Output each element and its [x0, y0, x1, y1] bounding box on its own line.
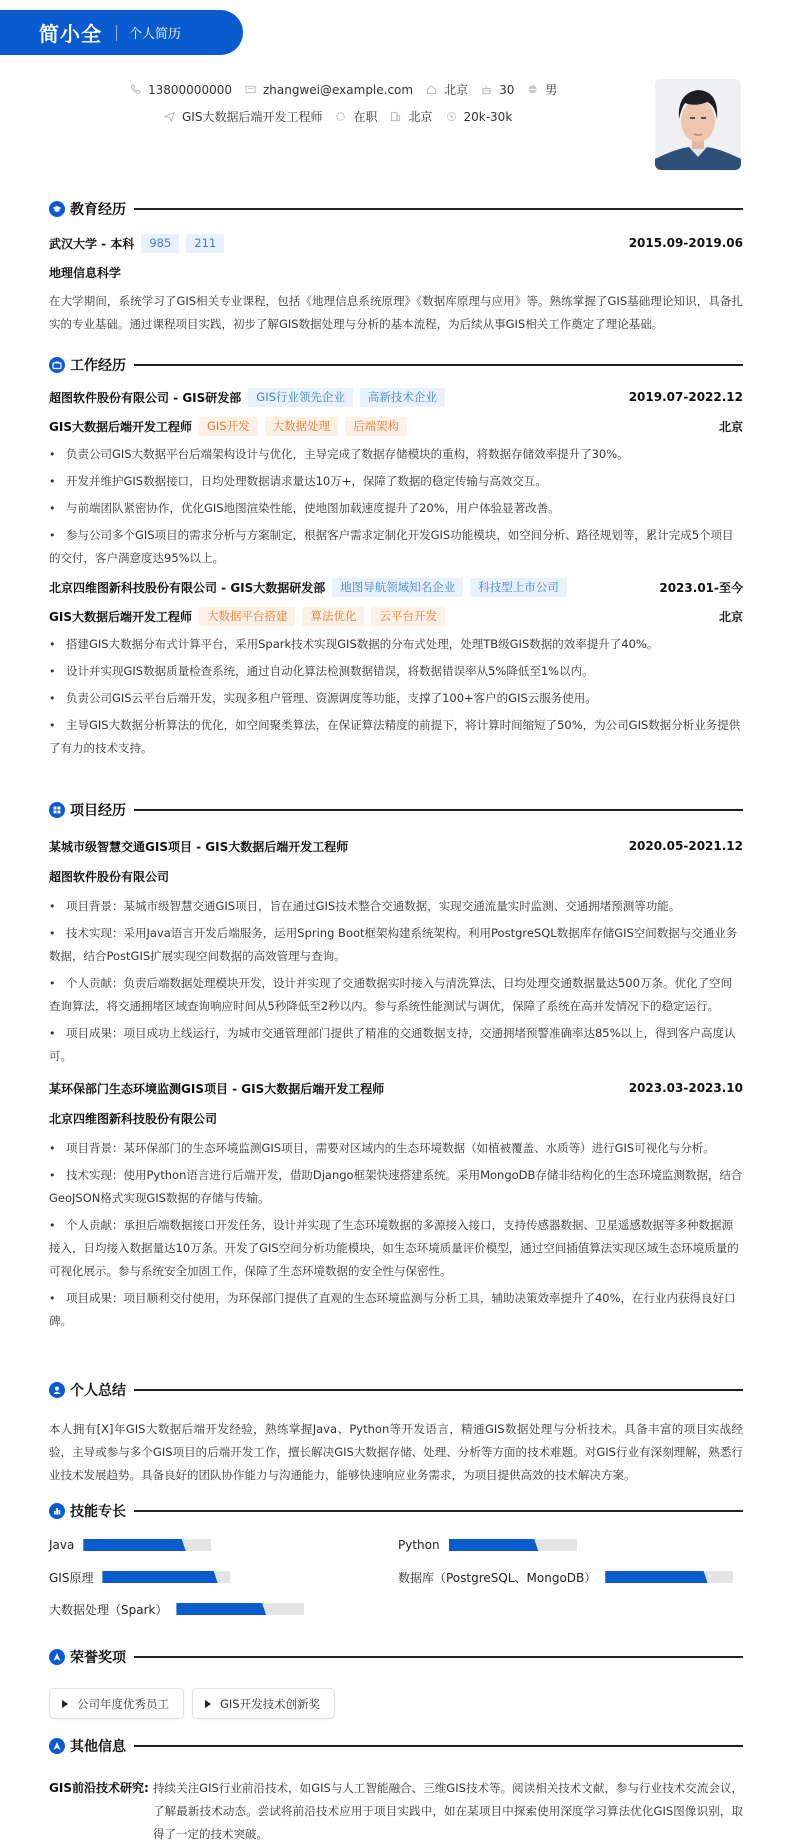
cake-icon: [481, 84, 492, 95]
section-divider: [134, 1656, 743, 1658]
resume-title-bar: [0, 10, 243, 55]
section-title: 项目经历: [70, 803, 126, 819]
summary-text: 本人拥有[X]年GIS大数据后端开发经验，熟练掌握Java、Python等开发语言，精通GIS数据处理与分析技术。具备丰富的项目实战经验，主导或参与多个GIS项目的后端开发工作，擅长解决GIS大数据存储、处理、分析等方面的技术难题。对GIS行业有深刻理解，熟悉行业技术发展趋势。具备良好的团队协作能力与沟通能力，能够快速响应业务需求，为项目提供高效的技术解决方案。: [49, 1422, 743, 1482]
position-tag: 大数据平台搭建: [199, 607, 296, 626]
position-row: [49, 606, 743, 626]
phone-value: 13800000000: [148, 82, 232, 97]
gender-value: 男: [545, 83, 558, 97]
project-row: [49, 1078, 743, 1098]
work-city-value: 北京: [408, 110, 433, 124]
skill-bar: [605, 1571, 733, 1583]
education-date: 2015.09-2019.06: [628, 236, 743, 250]
work-item: [49, 577, 743, 760]
summary-section: [49, 1379, 743, 1487]
section-divider: [134, 364, 743, 366]
mail-icon: [245, 84, 256, 95]
salary-icon: [446, 111, 457, 122]
skill-gis: GIS原理: [49, 1568, 398, 1586]
honor-item: 公司年度优秀员工: [49, 1688, 184, 1719]
project-company: 北京四维图新科技股份有限公司: [49, 1111, 218, 1126]
bar-chart-icon: [49, 1503, 65, 1519]
city-value: 北京: [444, 83, 469, 97]
section-divider: [134, 1745, 743, 1747]
school-tag: 985: [141, 234, 179, 253]
project-bullets: [49, 895, 743, 1068]
other-label: GIS前沿技术研究:: [49, 1781, 149, 1795]
graduation-cap-icon: [49, 201, 65, 217]
other-section: [49, 1735, 743, 1846]
major-name: 地理信息科学: [49, 265, 122, 280]
work-section: [49, 354, 743, 764]
position-tag: GIS开发: [199, 417, 258, 436]
section-title: 个人总结: [70, 1383, 126, 1399]
projects-section: [49, 799, 743, 1337]
project-item: [49, 836, 743, 1068]
skill-database: 数据库（PostgreSQL、MongoDB）: [398, 1568, 743, 1586]
section-title: 技能专长: [70, 1504, 126, 1520]
title-divider: [116, 25, 117, 41]
bullet-item: •搭建GIS大数据分布式计算平台，采用Spark技术实现GIS数据的分布式处理，处理TB级GIS数据的效率提升了40%。: [49, 633, 743, 656]
building-icon: [390, 111, 401, 122]
bullet-item: •主导GIS大数据分析算法的优化，如空间聚类算法，在保证算法精度的前提下，将计算时间缩短了50%，为公司GIS数据分析业务提供了有力的技术支持。: [49, 714, 743, 760]
work-location: 北京: [718, 419, 743, 434]
triangle-icon: [62, 1700, 68, 1708]
position-row: [49, 416, 743, 436]
education-row: [49, 233, 743, 253]
contact-email: [245, 83, 413, 97]
section-title: 教育经历: [70, 202, 126, 218]
section-title: 工作经历: [70, 358, 126, 374]
bullet-item: •负责公司GIS云平台后端开发，实现多租户管理、资源调度等功能，支撑了100+客户的GIS云服务使用。: [49, 687, 743, 710]
gender-icon: [527, 84, 538, 95]
briefcase-icon: [49, 357, 65, 373]
skill-bar: [83, 1539, 211, 1551]
skills-header: [49, 1500, 743, 1522]
education-header: [49, 198, 743, 220]
contact-age: [481, 83, 514, 97]
company-name: 北京四维图新科技股份有限公司 - GIS大数据研发部: [49, 580, 326, 595]
section-divider: [134, 1389, 743, 1391]
age-value: 30: [499, 82, 515, 97]
company-tag: 地图导航领域知名企业: [332, 578, 463, 597]
email-value: zhangwei@example.com: [262, 82, 414, 97]
position-name: GIS大数据后端开发工程师: [49, 419, 192, 434]
work-bullets: [49, 443, 743, 570]
project-item: [49, 1078, 743, 1333]
skill-spark: 大数据处理（Spark）: [49, 1600, 398, 1618]
section-divider: [134, 208, 743, 210]
work-location: 北京: [718, 609, 743, 624]
section-title: 其他信息: [70, 1739, 126, 1755]
grid-icon: [49, 802, 65, 818]
skill-bar: [449, 1539, 577, 1551]
work-date: 2019.07-2022.12: [628, 390, 743, 404]
skill-python: Python: [398, 1536, 743, 1554]
skills-section: [49, 1500, 743, 1618]
bullet-item: •项目成果：项目顺利交付使用，为环保部门提供了直观的生态环境监测与分析工具，辅助决策效率提升了40%，在行业内获得良好口碑。: [49, 1287, 743, 1333]
honors-section: [49, 1646, 743, 1719]
bullet-item: •技术实现：使用Python语言进行后端开发，借助Django框架快速搭建系统。采用MongoDB存储非结构化的生态环境监测数据，结合GeoJSON格式实现GIS数据的存储与传输。: [49, 1164, 743, 1210]
contact-status: [335, 108, 377, 125]
bullet-item: •技术实现：采用Java语言开发后端服务，运用Spring Boot框架构建系统架构。利用PostgreSQL数据库存储GIS空间数据与交通业务数据，结合PostGIS扩展实现空间数据的高效管理与查询。: [49, 922, 743, 968]
project-date: 2023.03-2023.10: [628, 1081, 743, 1095]
contact-row-2: [164, 108, 525, 125]
phone-icon: [130, 84, 141, 95]
major-row: [49, 262, 743, 282]
position-tag: 算法优化: [302, 607, 364, 626]
project-row: [49, 836, 743, 856]
position-tag: 后端架构: [345, 417, 407, 436]
section-title: 荣誉奖项: [70, 1650, 126, 1666]
salary-value: 20k-30k: [463, 109, 513, 124]
user-icon: [49, 1382, 65, 1398]
resume-subtitle: 个人简历: [129, 27, 182, 42]
bullet-item: •个人贡献：承担后端数据接口开发任务，设计并实现了生态环境数据的多源接入接口，支持传感器数据、卫星遥感数据等多种数据源接入，日均接入数据量达10万条。开发了GIS空间分析功能模块，如生态环境质量评价模型，通过空间插值算法实现区域生态环境质量的可视化展示。参与系统安全加固工作，保障了生态环境数据的安全性与保密性。: [49, 1214, 743, 1283]
position-tag: 云平台开发: [371, 607, 445, 626]
bullet-item: •与前端团队紧密协作，优化GIS地图渲染性能，使地图加载速度提升了20%，用户体验显著改善。: [49, 497, 743, 520]
bullet-item: •项目背景：某环保部门的生态环境监测GIS项目，需要对区域内的生态环境数据（如植被覆盖、水质等）进行GIS可视化与分析。: [49, 1137, 743, 1160]
education-description: 在大学期间，系统学习了GIS相关专业课程，包括《地理信息系统原理》《数据库原理与应用》等。熟练掌握了GIS基础理论知识，具备扎实的专业基础。通过课程项目实践，初步了解GIS数据处理与分析的基本流程，为后续从事GIS相关工作奠定了理论基础。: [49, 294, 743, 331]
work-item: [49, 387, 743, 570]
bullet-item: •项目背景：某城市级智慧交通GIS项目，旨在通过GIS技术整合交通数据，实现交通流量实时监测、交通拥堵预测等功能。: [49, 895, 743, 918]
section-divider: [134, 1510, 743, 1512]
bullet-item: •项目成果：项目成功上线运行，为城市交通管理部门提供了精准的交通数据支持，交通拥堵预警准确率达85%以上，得到客户高度认可。: [49, 1022, 743, 1068]
project-company-row: [49, 866, 743, 886]
bullet-item: •参与公司多个GIS项目的需求分析与方案制定，根据客户需求定制化开发GIS功能模块，如空间分析、路径规划等，累计完成5个项目的交付，客户满意度达95%以上。: [49, 524, 743, 570]
honors-list: [49, 1688, 743, 1719]
candidate-name: 简小全: [39, 22, 102, 46]
school-tag: 211: [186, 234, 224, 253]
status-icon: [335, 111, 346, 122]
triangle-icon: [205, 1700, 211, 1708]
skill-bar: [176, 1603, 304, 1615]
project-name: 某城市级智慧交通GIS项目 - GIS大数据后端开发工程师: [49, 839, 349, 854]
position-value: GIS大数据后端开发工程师: [182, 110, 323, 124]
bullet-item: •个人贡献：负责后端数据处理模块开发，设计并实现了交通数据实时接入与清洗算法，日均处理交通数据量达500万条。优化了空间查询算法，将交通拥堵区域查询响应时间从5秒降低至2秒以内。参与系统性能测试与调优，保障了系统在高并发情况下的稳定运行。: [49, 972, 743, 1018]
company-tag: 高新技术企业: [360, 388, 445, 407]
work-date: 2023.01-至今: [659, 580, 743, 595]
bullet-item: •开发并维护GIS数据接口，日均处理数据请求量达10万+，保障了数据的稳定传输与高效交互。: [49, 470, 743, 493]
contact-position: [164, 108, 322, 125]
work-bullets: [49, 633, 743, 760]
skill-java: Java: [49, 1536, 398, 1554]
company-tag: 科技型上市公司: [470, 578, 567, 597]
company-tag: GIS行业领先企业: [248, 388, 353, 407]
contact-phone: [130, 83, 232, 97]
school-name: 武汉大学 - 本科: [49, 236, 135, 251]
home-icon: [426, 84, 437, 95]
projects-header: [49, 799, 743, 821]
section-divider: [134, 809, 743, 811]
company-row: [49, 387, 743, 407]
project-name: 某环保部门生态环境监测GIS项目 - GIS大数据后端开发工程师: [49, 1081, 385, 1096]
contact-work-city: [390, 108, 432, 125]
position-tag: 大数据处理: [265, 417, 339, 436]
project-date: 2020.05-2021.12: [628, 839, 743, 853]
summary-header: [49, 1379, 743, 1401]
award-icon: [49, 1738, 65, 1754]
contact-gender: [527, 81, 557, 98]
work-header: [49, 354, 743, 376]
contact-row-1: [130, 81, 570, 98]
profile-photo: [655, 79, 741, 170]
company-name: 超图软件股份有限公司 - GIS研发部: [49, 390, 242, 405]
skill-bar: [102, 1571, 230, 1583]
award-icon: [49, 1649, 65, 1665]
skills-grid: [49, 1536, 743, 1618]
contact-salary: [446, 110, 513, 124]
honor-item: GIS开发技术创新奖: [192, 1688, 335, 1719]
other-item: [49, 1777, 743, 1846]
bullet-item: •负责公司GIS大数据平台后端架构设计与优化，主导完成了数据存储模块的重构，将数据存储效率提升了30%。: [49, 443, 743, 466]
contact-city: [426, 81, 468, 98]
status-value: 在职: [353, 110, 378, 124]
other-text: 持续关注GIS行业前沿技术，如GIS与人工智能融合、三维GIS技术等。阅读相关技术文献，参与行业技术交流会议，了解最新技术动态。尝试将前沿技术应用于项目实践中，如在某项目中探索使用深度学习算法优化GIS图像识别，取得了一定的技术突破。: [153, 1781, 743, 1841]
project-bullets: [49, 1137, 743, 1333]
company-row: [49, 577, 743, 597]
other-header: [49, 1735, 743, 1757]
education-section: [49, 198, 743, 336]
paper-plane-icon: [164, 111, 175, 122]
honors-header: [49, 1646, 743, 1668]
position-name: GIS大数据后端开发工程师: [49, 609, 192, 624]
project-company: 超图软件股份有限公司: [49, 869, 170, 884]
project-company-row: [49, 1108, 743, 1128]
bullet-item: •设计并实现GIS数据质量检查系统，通过自动化算法检测数据错误，将数据错误率从5%降低至1%以内。: [49, 660, 743, 683]
